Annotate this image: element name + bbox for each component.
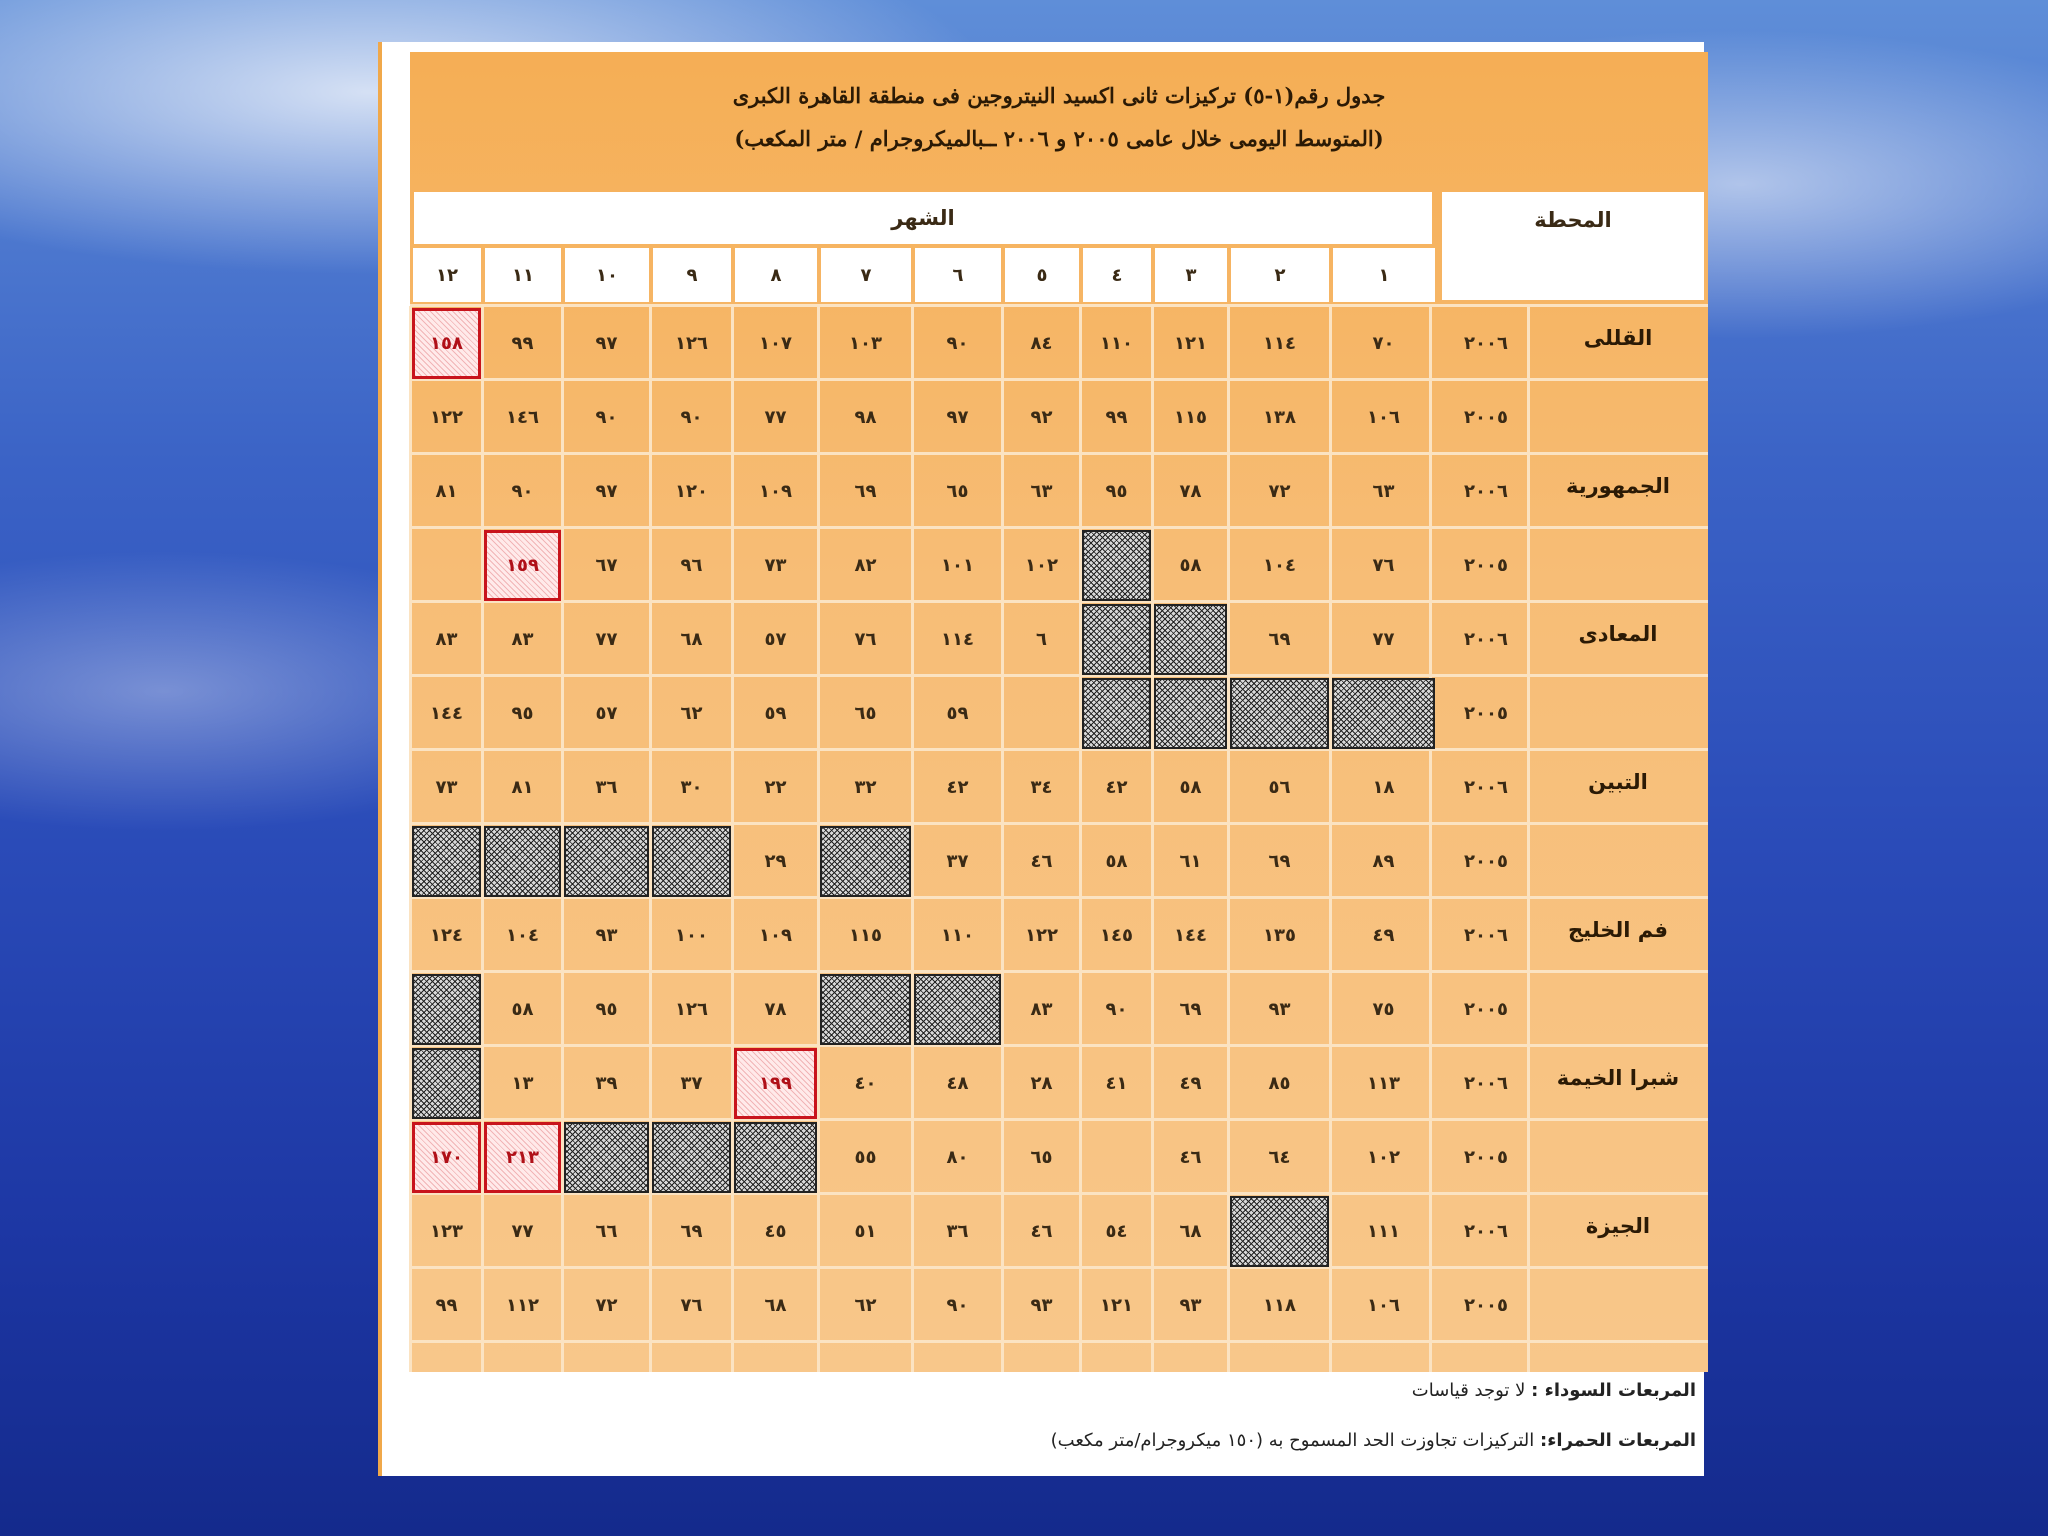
value-cell: ٥٩ <box>764 703 787 724</box>
value-cell: ٦٧ <box>595 555 618 576</box>
value-cell: ٥٦ <box>1268 777 1291 798</box>
value-cell: ٤٢ <box>1105 777 1128 798</box>
exceeded-cell: ١٩٩ <box>734 1048 817 1119</box>
value-cell: ١٠٩ <box>759 925 792 946</box>
value-cell: ٨٣ <box>1030 999 1053 1020</box>
month-cell: ١١ <box>485 248 561 302</box>
value-cell: ٥٧ <box>595 703 618 724</box>
no-data-cell <box>1230 678 1329 749</box>
value-cell: ٩٨ <box>854 407 877 428</box>
value-cell: ٩٣ <box>1030 1295 1053 1316</box>
legend-red <box>1051 1430 1696 1451</box>
month-cell: ٧ <box>821 248 911 302</box>
value-cell: ١٤٤ <box>1174 925 1207 946</box>
year-cell: ٢٠٠٦ <box>1464 332 1508 354</box>
table-title-band <box>410 52 1708 182</box>
value-cell: ٤٩ <box>1179 1073 1202 1094</box>
value-cell: ٧٢ <box>1268 481 1291 502</box>
value-cell: ١١٥ <box>1174 407 1207 428</box>
station-name: التبين <box>1588 770 1648 794</box>
value-cell: ٩٦ <box>680 555 703 576</box>
year-cell: ٢٠٠٥ <box>1464 1294 1508 1316</box>
value-cell <box>412 530 481 601</box>
value-cell: ٦٤ <box>1268 1147 1291 1168</box>
table-title: جدول رقم(١-٥) تركيزات ثانى اكسيد النيتروجين فى منطقة القاهرة الكبرى <box>732 83 1386 108</box>
value-cell: ٧٢ <box>595 1295 618 1316</box>
value-cell: ١٠٠ <box>675 925 708 946</box>
station-name: الجمهورية <box>1565 474 1671 498</box>
value-cell: ٤٠ <box>854 1073 877 1094</box>
value-cell: ٧٦ <box>1372 555 1395 576</box>
value-cell: ١٠١ <box>941 555 974 576</box>
value-cell: ٩٩ <box>1105 407 1128 428</box>
value-cell: ١٤٥ <box>1100 925 1133 946</box>
value-cell: ٧٠ <box>1372 333 1395 354</box>
value-cell: ٣٦ <box>595 777 618 798</box>
value-cell: ٨١ <box>511 777 534 798</box>
value-cell <box>1082 1122 1151 1193</box>
value-cell: ٨٤ <box>1030 333 1053 354</box>
value-cell: ٣٤ <box>1030 777 1053 798</box>
value-cell: ٤٦ <box>1030 851 1053 872</box>
value-cell: ٩٠ <box>595 407 618 428</box>
value-cell: ٣٧ <box>680 1073 703 1094</box>
value-cell: ٦٢ <box>680 703 703 724</box>
value-cell: ٩٣ <box>1268 999 1291 1020</box>
value-cell: ٢٩ <box>764 851 787 872</box>
year-cell: ٢٠٠٦ <box>1464 1220 1508 1242</box>
value-cell: ١٠٢ <box>1025 555 1058 576</box>
value-cell: ١٠٦ <box>1367 1295 1400 1316</box>
value-cell: ٩٢ <box>1030 407 1053 428</box>
value-cell: ٥٨ <box>1105 851 1128 872</box>
value-cell: ٩٩ <box>511 333 534 354</box>
value-cell: ١١٤ <box>1263 333 1296 354</box>
value-cell: ٩٠ <box>946 1295 969 1316</box>
value-cell: ١١٣ <box>1367 1073 1400 1094</box>
legend-red-text: التركيزات تجاوزت الحد المسموح به (١٥٠ ميكروجرام/متر مكعب) <box>1050 1430 1535 1451</box>
value-cell: ٩٥ <box>595 999 618 1020</box>
value-cell: ٩٠ <box>1105 999 1128 1020</box>
value-cell: ٤٦ <box>1030 1221 1053 1242</box>
value-cell: ١٣٨ <box>1263 407 1296 428</box>
value-cell: ٣٠ <box>680 777 703 798</box>
value-cell: ٥٥ <box>854 1147 877 1168</box>
value-cell: ٧٧ <box>595 629 618 650</box>
value-cell: ٩٧ <box>595 481 618 502</box>
value-cell: ١٤٤ <box>430 703 463 724</box>
station-name: الجيزة <box>1585 1214 1651 1238</box>
value-cell: ٦٨ <box>764 1295 787 1316</box>
value-cell: ١٢١ <box>1100 1295 1133 1316</box>
value-cell: ٥١ <box>854 1221 877 1242</box>
value-cell: ٧٧ <box>1372 629 1395 650</box>
no-data-cell <box>1082 604 1151 675</box>
year-cell: ٢٠٠٥ <box>1464 702 1508 724</box>
month-cell: ٣ <box>1155 248 1227 302</box>
station-name: فم الخليج <box>1567 918 1669 942</box>
value-cell: ٧٧ <box>511 1221 534 1242</box>
value-cell: ٧٣ <box>764 555 787 576</box>
value-cell: ١٢٦ <box>675 999 708 1020</box>
value-cell: ١١٠ <box>1100 333 1133 354</box>
value-cell: ٩٠ <box>680 407 703 428</box>
year-cell: ٢٠٠٥ <box>1464 998 1508 1020</box>
no-data-cell <box>412 826 481 897</box>
value-cell: ٦١ <box>1179 851 1202 872</box>
value-cell: ١٢٦ <box>675 333 708 354</box>
value-cell: ٤٥ <box>764 1221 787 1242</box>
value-cell: ١٢٢ <box>430 407 463 428</box>
value-cell: ٤٩ <box>1372 925 1395 946</box>
value-cell: ٤٦ <box>1179 1147 1202 1168</box>
year-cell: ٢٠٠٦ <box>1464 1072 1508 1094</box>
year-cell: ٢٠٠٥ <box>1464 554 1508 576</box>
value-cell: ١٣ <box>511 1073 534 1094</box>
value-cell: ٤٢ <box>946 777 969 798</box>
year-cell: ٢٠٠٥ <box>1464 850 1508 872</box>
value-cell: ١٤٦ <box>506 407 539 428</box>
value-cell: ١١٤ <box>941 629 974 650</box>
year-cell: ٢٠٠٦ <box>1464 924 1508 946</box>
value-cell: ٩٠ <box>946 333 969 354</box>
month-cell: ٩ <box>653 248 731 302</box>
value-cell: ١٢٢ <box>1025 925 1058 946</box>
value-cell: ٨٢ <box>854 555 877 576</box>
station-name: شبرا الخيمة <box>1556 1066 1680 1090</box>
value-cell: ١١٥ <box>849 925 882 946</box>
month-header: الشهر <box>414 192 1432 244</box>
value-cell: ٥٨ <box>511 999 534 1020</box>
legend-black-text: لا توجد قياسات <box>1411 1380 1526 1401</box>
no-data-cell <box>412 1048 481 1119</box>
value-cell: ٦٩ <box>854 481 877 502</box>
value-cell: ٦٢ <box>854 1295 877 1316</box>
value-cell: ٩٣ <box>595 925 618 946</box>
value-cell: ١٢٠ <box>675 481 708 502</box>
value-cell <box>1004 678 1079 749</box>
exceeded-cell: ١٥٩ <box>484 530 561 601</box>
value-cell: ٦٦ <box>595 1221 618 1242</box>
no-data-cell <box>564 1122 649 1193</box>
value-cell: ٨١ <box>435 481 458 502</box>
no-data-cell <box>1230 1196 1329 1267</box>
value-cell: ١١١ <box>1367 1221 1400 1242</box>
value-cell: ٨٣ <box>435 629 458 650</box>
value-cell: ١٣٥ <box>1263 925 1296 946</box>
no2-table <box>410 52 1708 1372</box>
value-cell: ١٢١ <box>1174 333 1207 354</box>
value-cell: ٥٤ <box>1105 1221 1128 1242</box>
value-cell: ١٠٧ <box>759 333 792 354</box>
month-cell: ٥ <box>1005 248 1079 302</box>
value-cell: ١٢٤ <box>430 925 463 946</box>
value-cell: ٩٧ <box>595 333 618 354</box>
value-cell: ١١٠ <box>941 925 974 946</box>
value-cell: ٧٨ <box>1179 481 1202 502</box>
value-cell: ٦٩ <box>1268 851 1291 872</box>
value-cell: ٦٨ <box>680 629 703 650</box>
value-cell: ٩٣ <box>1179 1295 1202 1316</box>
value-cell: ٦٣ <box>1030 481 1053 502</box>
month-cell: ٢ <box>1231 248 1329 302</box>
value-cell: ١١٨ <box>1263 1295 1296 1316</box>
value-cell: ٣٢ <box>854 777 877 798</box>
value-cell: ٨٠ <box>946 1147 969 1168</box>
value-cell: ١١٢ <box>506 1295 539 1316</box>
month-cell: ١ <box>1333 248 1435 302</box>
value-cell: ٨٩ <box>1372 851 1395 872</box>
legend-black <box>1412 1380 1696 1401</box>
value-cell: ٣٦ <box>946 1221 969 1242</box>
value-cell: ٦٨ <box>1179 1221 1202 1242</box>
year-cell: ٢٠٠٦ <box>1464 628 1508 650</box>
value-cell: ٦٩ <box>1179 999 1202 1020</box>
value-cell: ٧٣ <box>435 777 458 798</box>
no-data-cell <box>1154 604 1227 675</box>
no-data-cell <box>820 826 911 897</box>
value-cell: ٩٧ <box>946 407 969 428</box>
year-cell: ٢٠٠٦ <box>1464 776 1508 798</box>
value-cell: ٨٥ <box>1268 1073 1291 1094</box>
value-cell: ٧٦ <box>680 1295 703 1316</box>
value-cell: ٢٢ <box>764 777 787 798</box>
value-cell: ٧٦ <box>854 629 877 650</box>
value-cell: ٩٩ <box>435 1295 458 1316</box>
value-cell: ٦٥ <box>854 703 877 724</box>
no-data-cell <box>652 1122 731 1193</box>
value-cell: ٧٨ <box>764 999 787 1020</box>
no-data-cell <box>914 974 1001 1045</box>
slide-card <box>378 42 1704 1476</box>
value-cell: ٥٩ <box>946 703 969 724</box>
exceeded-cell: ١٧٠ <box>412 1122 481 1193</box>
value-cell: ٩٥ <box>511 703 534 724</box>
month-cell: ٤ <box>1083 248 1151 302</box>
value-cell: ٦٩ <box>680 1221 703 1242</box>
value-cell: ٥٨ <box>1179 555 1202 576</box>
year-cell: ٢٠٠٥ <box>1464 1146 1508 1168</box>
no-data-cell <box>1082 678 1151 749</box>
value-cell: ١٢٣ <box>430 1221 463 1242</box>
station-header: المحطة <box>1442 192 1704 300</box>
value-cell: ٦٥ <box>946 481 969 502</box>
year-cell: ٢٠٠٥ <box>1464 406 1508 428</box>
value-cell: ٤٨ <box>946 1073 969 1094</box>
value-cell: ٩٥ <box>1105 481 1128 502</box>
value-cell: ١٨ <box>1372 777 1395 798</box>
value-cell: ٣٩ <box>595 1073 618 1094</box>
value-cell: ٦٩ <box>1268 629 1291 650</box>
month-cell: ١٢ <box>413 248 481 302</box>
no-data-cell <box>564 826 649 897</box>
value-cell: ١٠٤ <box>506 925 539 946</box>
no-data-cell <box>1082 530 1151 601</box>
value-cell: ٨٣ <box>511 629 534 650</box>
no-data-cell <box>484 826 561 897</box>
value-cell: ٧٧ <box>764 407 787 428</box>
month-cell: ٦ <box>915 248 1001 302</box>
value-cell: ٦٣ <box>1372 481 1395 502</box>
no-data-cell <box>1332 678 1435 749</box>
no-data-cell <box>1154 678 1227 749</box>
value-cell: ١٠٣ <box>849 333 882 354</box>
legend-black-label: المربعات السوداء : <box>1531 1380 1696 1401</box>
value-cell: ٧٥ <box>1372 999 1395 1020</box>
value-cell: ٤١ <box>1105 1073 1128 1094</box>
value-cell: ١٠٦ <box>1367 407 1400 428</box>
month-cell: ٨ <box>735 248 817 302</box>
exceeded-cell: ٢١٣ <box>484 1122 561 1193</box>
no-data-cell <box>820 974 911 1045</box>
year-cell: ٢٠٠٦ <box>1464 480 1508 502</box>
value-cell: ٣٧ <box>946 851 969 872</box>
value-cell: ٩٠ <box>511 481 534 502</box>
exceeded-cell: ١٥٨ <box>412 308 481 379</box>
station-name: القللى <box>1583 326 1653 350</box>
no-data-cell <box>412 974 481 1045</box>
value-cell: ٦ <box>1036 629 1047 650</box>
value-cell: ٥٧ <box>764 629 787 650</box>
station-name: المعادى <box>1578 622 1658 646</box>
value-cell: ١٠٩ <box>759 481 792 502</box>
legend-red-label: المربعات الحمراء: <box>1540 1430 1696 1451</box>
no-data-cell <box>734 1122 817 1193</box>
value-cell: ٢٨ <box>1030 1073 1053 1094</box>
value-cell: ١٠٤ <box>1263 555 1296 576</box>
value-cell: ٦٥ <box>1030 1147 1053 1168</box>
month-cell: ١٠ <box>565 248 649 302</box>
table-subtitle: (المتوسط اليومى خلال عامى ٢٠٠٥ و ٢٠٠٦ ــبالميكروجرام / متر المكعب) <box>734 126 1384 151</box>
value-cell: ٥٨ <box>1179 777 1202 798</box>
no-data-cell <box>652 826 731 897</box>
value-cell: ١٠٢ <box>1367 1147 1400 1168</box>
